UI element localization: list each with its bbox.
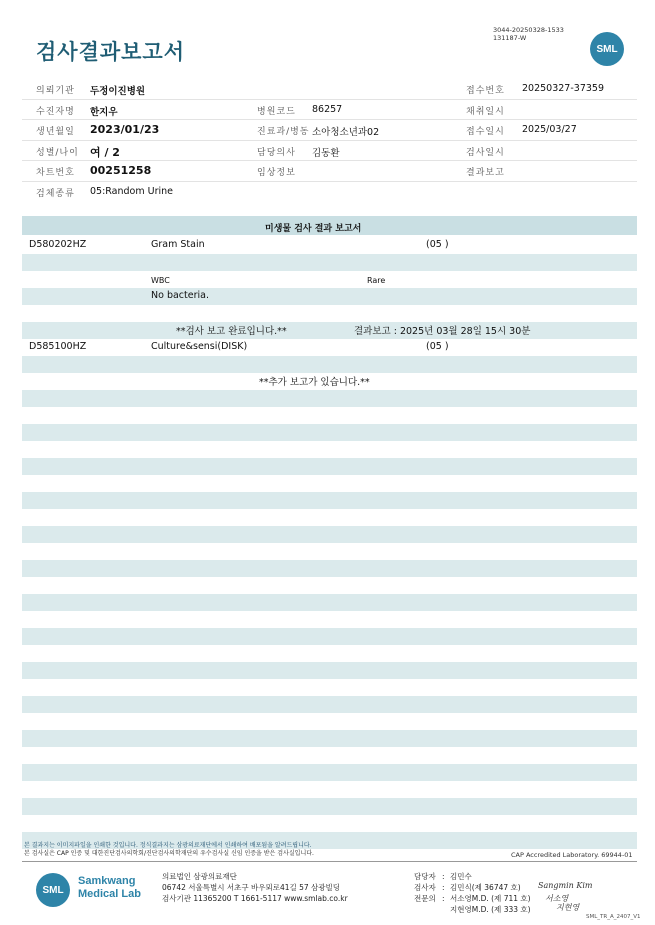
footer-divider xyxy=(22,861,637,862)
test-code: D580202HZ xyxy=(29,239,87,250)
footer-notes xyxy=(24,842,314,858)
brand-name xyxy=(78,875,141,901)
info-row xyxy=(22,100,637,121)
label-doctor: 담당의사 xyxy=(257,147,296,158)
staff-value: 김민식(제 36747 호) xyxy=(450,883,521,892)
value-hospital-code: 86257 xyxy=(312,103,343,115)
brand-line1: Samkwang xyxy=(78,875,136,887)
info-row xyxy=(22,141,637,162)
document-id xyxy=(493,26,564,42)
document-id-line2: 131187-W xyxy=(493,34,527,42)
finding-text: No bacteria. xyxy=(151,290,209,301)
sml-logo-icon: SML xyxy=(36,873,70,907)
value-chart-number: 00251258 xyxy=(90,164,152,177)
staff-value: 김민수 xyxy=(450,872,472,881)
value-sex-age: 여 / 2 xyxy=(90,145,120,159)
wbc-value: Rare xyxy=(367,276,386,285)
staff-label: 전문의 xyxy=(414,894,436,903)
staff-value: 서소영M.D. (제 711 호) xyxy=(450,894,531,903)
address-line: 06742 서울특별시 서초구 바우뫼로41길 57 삼광빌딩 xyxy=(162,883,341,892)
label-received-date: 접수일시 xyxy=(466,127,505,137)
value-birth-date: 2023/01/23 xyxy=(90,123,160,136)
patient-info-table xyxy=(22,79,637,202)
staff-label: 검사자 xyxy=(414,883,436,892)
label-specimen-type: 검체종류 xyxy=(36,188,75,199)
value-accession-number: 20250327-37359 xyxy=(522,83,605,94)
specimen-code: (05 ) xyxy=(426,239,449,250)
brand-line2: Medical Lab xyxy=(78,888,141,900)
report-complete-note: **검사 보고 완료입니다.** xyxy=(176,326,287,337)
test-name: Culture&sensi(DISK) xyxy=(151,341,248,352)
value-received-date: 2025/03/27 xyxy=(522,124,577,135)
label-clinical-info: 임상정보 xyxy=(257,168,296,178)
certification-notice: 본 검사실은 CAP 인증 및 대한진단검사의학회/진단검사의학재단의 우수검사실 신임 인증을 받은 검사실입니다. xyxy=(24,850,314,857)
label-birth-date: 생년월일 xyxy=(36,127,75,137)
contact-line: 검사기관 11365200 T 1661-5117 www.smlab.co.kr xyxy=(162,894,348,903)
sml-logo-icon: SML xyxy=(590,32,624,66)
label-accession-number: 접수번호 xyxy=(466,86,505,96)
label-chart-number: 차트번호 xyxy=(36,168,75,178)
specimen-code: (05 ) xyxy=(426,341,449,352)
staff-label: 담당자 xyxy=(414,872,436,881)
value-doctor: 김동환 xyxy=(312,147,340,159)
info-row xyxy=(22,79,637,100)
label-department: 진료과/병동 xyxy=(257,127,310,137)
label-test-date: 검사일시 xyxy=(466,147,505,158)
print-notice: 본 결과지는 이미지파일을 인쇄한 것입니다. 정식결과지는 삼광의료재단에서 인쇄하여 배포됨을 알려드립니다. xyxy=(24,842,312,849)
info-row xyxy=(22,182,637,203)
document-id-line1: 3044-20250328-1533 xyxy=(493,26,564,34)
signature: 서소영 xyxy=(545,894,569,903)
cap-accreditation: CAP Accredited Laboratory. 69944-01 xyxy=(511,851,633,859)
page-title: 검사결과보고서 xyxy=(36,40,186,64)
value-specimen-type: 05:Random Urine xyxy=(90,185,174,197)
test-name: Gram Stain xyxy=(151,239,205,250)
form-number: SML_TR_A_2407_V1 xyxy=(586,914,641,920)
staff-value: 지현영M.D. (제 333 호) xyxy=(450,905,531,914)
lab-address xyxy=(162,871,348,904)
label-patient-name: 수진자명 xyxy=(36,106,75,117)
label-result-report: 결과보고 xyxy=(466,168,505,178)
wbc-label: WBC xyxy=(151,276,170,285)
value-patient-name: 한지우 xyxy=(90,106,118,118)
info-row xyxy=(22,161,637,182)
test-code: D585100HZ xyxy=(29,341,87,352)
signature: Sangmin Kim xyxy=(538,881,593,890)
label-sex-age: 성별/나이 xyxy=(36,147,79,158)
org-name: 의료법인 삼광의료재단 xyxy=(162,872,237,881)
section-title: 미생물 검사 결과 보고서 xyxy=(265,224,362,234)
value-department: 소아청소년과02 xyxy=(312,127,380,138)
signature: 지현영 xyxy=(556,903,580,912)
report-time: 결과보고 : 2025년 03월 28일 15시 30분 xyxy=(354,326,531,337)
label-hospital-code: 병원코드 xyxy=(257,106,296,117)
info-row xyxy=(22,120,637,141)
label-collection-date: 채취일시 xyxy=(466,106,505,117)
value-requesting-institution: 두정이진병원 xyxy=(90,86,146,97)
additional-report-note: **추가 보고가 있습니다.** xyxy=(259,377,370,388)
label-requesting-institution: 의뢰기관 xyxy=(36,86,75,96)
